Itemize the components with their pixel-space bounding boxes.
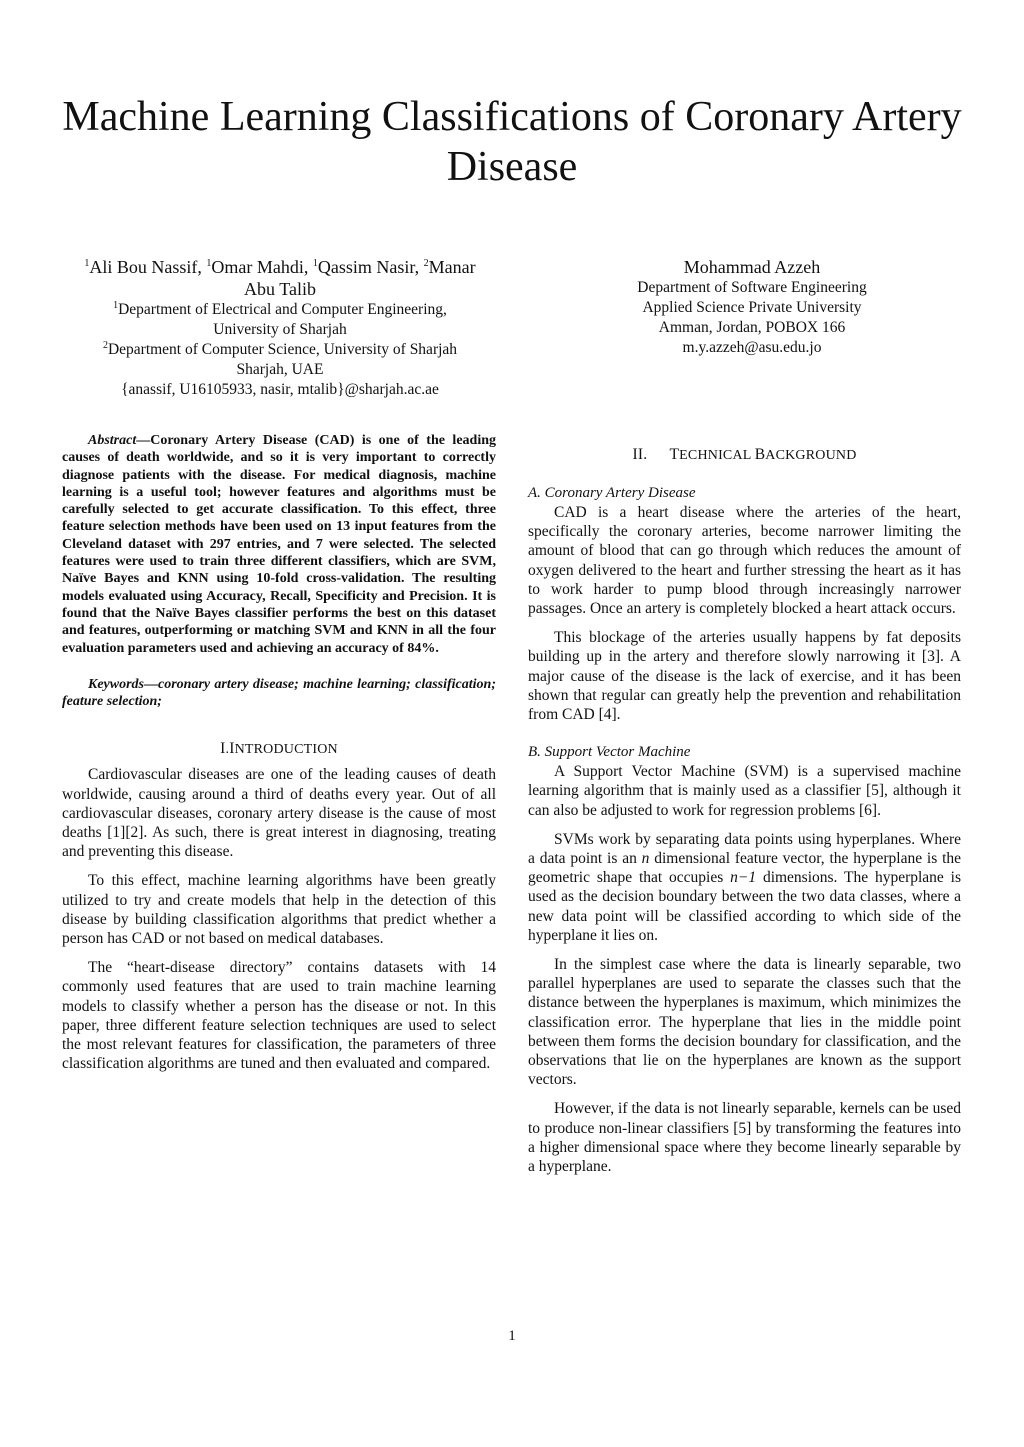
affiliation-1: $^1$Department of Electrical and Computer Engineering, <box>113 299 447 318</box>
svm-paragraph: In the simplest case where the data is linearly separable, two parallel hyperplanes are used to separate the classes such that the distance between the hyperplanes is maximum, which minimizes the classification error. The hyperplane that lies in the middle point between them forms the decision boundary for classification, and the observations that lie on the hyperplanes are known as the support vectors. <box>528 956 961 1089</box>
affiliation-2: $^2$Department of Computer Science, University of Sharjah <box>102 339 458 358</box>
intro-paragraph: Cardiovascular diseases are one of the leading causes of death worldwide, causing around a third of deaths every year. Out of all cardiovascular diseases, coronary artery disease is the cause of most deaths [1][2]. As such, there is great interest in diagnosing, treating and preventing this disease. <box>62 766 496 861</box>
author-emails: {anassif, U16105933, nasir, mtalib}@sharjah.ac.ae <box>121 381 439 398</box>
cad-paragraph: This blockage of the arteries usually happens by fat deposits building up in the artery and therefore slowly narrowing it [3]. A major cause of the disease is the lack of exercise, and it has been shown that regular can greatly help the prevention and rehabilitation from CAD [4]. <box>528 629 961 724</box>
paper-title: Machine Learning Classifications of Coronary Artery Disease <box>62 94 962 190</box>
right-column <box>528 446 961 1176</box>
subsection-heading-svm: B. Support Vector Machine <box>528 744 691 761</box>
author-names-continued: Abu Talib <box>244 279 316 299</box>
abstract: Abstract—Coronary Artery Disease (CAD) is one of the leading causes of death worldwide, and so it is very important to correctly diagnose patients with the disease. For medical diagnosis, machine learning is a useful tool; however features and algorithms must be carefully selected to get accurate classification. To this effect, three feature selection methods have been used on 13 input features from the Cleveland dataset with 297 entries, and 7 were selected. The selected features were used to train three different classifiers, which are SVM, Naïve Bayes and KNN using 10-fold cross-validation. The resulting models evaluated using Accuracy, Recall, Specificity and Precision. It is found that the Naïve Bayes classifier performs the best on this dataset and features, outperforming or matching SVM and KNN in all the four evaluation parameters used and achieving an accuracy of 84%. <box>62 433 496 656</box>
author-names: $^1$Ali Bou Nassif, $^1$Omar Mahdi, $^1$Qassim Nasir, $^2$Manar <box>84 257 476 277</box>
affiliation-2-location: Sharjah, UAE <box>236 361 324 378</box>
intro-paragraph: To this effect, machine learning algorithms have been greatly utilized to try and create models that help in the detection of this disease by building classification algorithms that predict whether a person has CAD or not based on medical databases. <box>62 872 496 948</box>
affiliation-department: Department of Software Engineering <box>637 279 867 296</box>
affiliation-1-university: University of Sharjah <box>213 321 347 338</box>
section-heading-technical-background: II. TECHNICAL BACKGROUND <box>632 446 857 463</box>
subsection-heading-cad: A. Coronary Artery Disease <box>528 485 696 501</box>
math-var-n: n <box>641 850 650 868</box>
cad-paragraph: CAD is a heart disease where the arteries of the heart, specifically the coronary arteries, become narrower limiting the amount of blood that can go through which reduces the amount of oxygen delivered to the heart and further stressing the heart as it has to work harder to pump blood through increasingly narrower passages. Once an artery is completely blocked a heart attack occurs. <box>528 504 961 618</box>
intro-paragraph: The “heart-disease directory” contains datasets with 14 commonly used features that are used to train machine learning models to classify whether a person has the disease or not. In this paper, three different feature selection techniques are used to select the most relevant features for classification, the parameters of three classification algorithms are tuned and then evaluated and compared. <box>62 959 496 1073</box>
authors-block-left <box>40 256 520 400</box>
page-number: 1 <box>508 1328 516 1344</box>
svm-paragraph: A Support Vector Machine (SVM) is a supervised machine learning algorithm that is mainly used as a classifier [5], although it can also be adjusted to work for regression problems [6]. <box>528 763 961 819</box>
svm-paragraph: SVMs work by separating data points using hyperplanes. Where a data point is an n dimensional feature vector, the hyperplane is the geometric shape that occupies n−1 dimensions. The hyperplane is used as the decision boundary between the two data classes, where a new data point will be classified according to which side of the hyperplane it lies on. <box>528 830 962 944</box>
left-column <box>62 432 496 1074</box>
author-name-azzeh: Mohammad Azzeh <box>683 257 821 277</box>
authors-block-right <box>600 256 904 358</box>
keywords: Keywords—coronary artery disease; machine learning; classification; feature selection; <box>62 676 496 710</box>
affiliation-address: Amman, Jordan, POBOX 166 <box>658 319 846 336</box>
math-expr-n-minus-1: n−1 <box>730 869 757 887</box>
affiliation-university: Applied Science Private University <box>642 299 862 316</box>
author-email: m.y.azzeh@asu.edu.jo <box>682 339 822 356</box>
svm-paragraph: However, if the data is not linearly separable, kernels can be used to produce non-linear classifiers [5] by transforming the features into a higher dimensional space where they become linearly separable by a hyperplane. <box>528 1100 961 1176</box>
section-heading-introduction: I.INTRODUCTION <box>220 740 338 758</box>
